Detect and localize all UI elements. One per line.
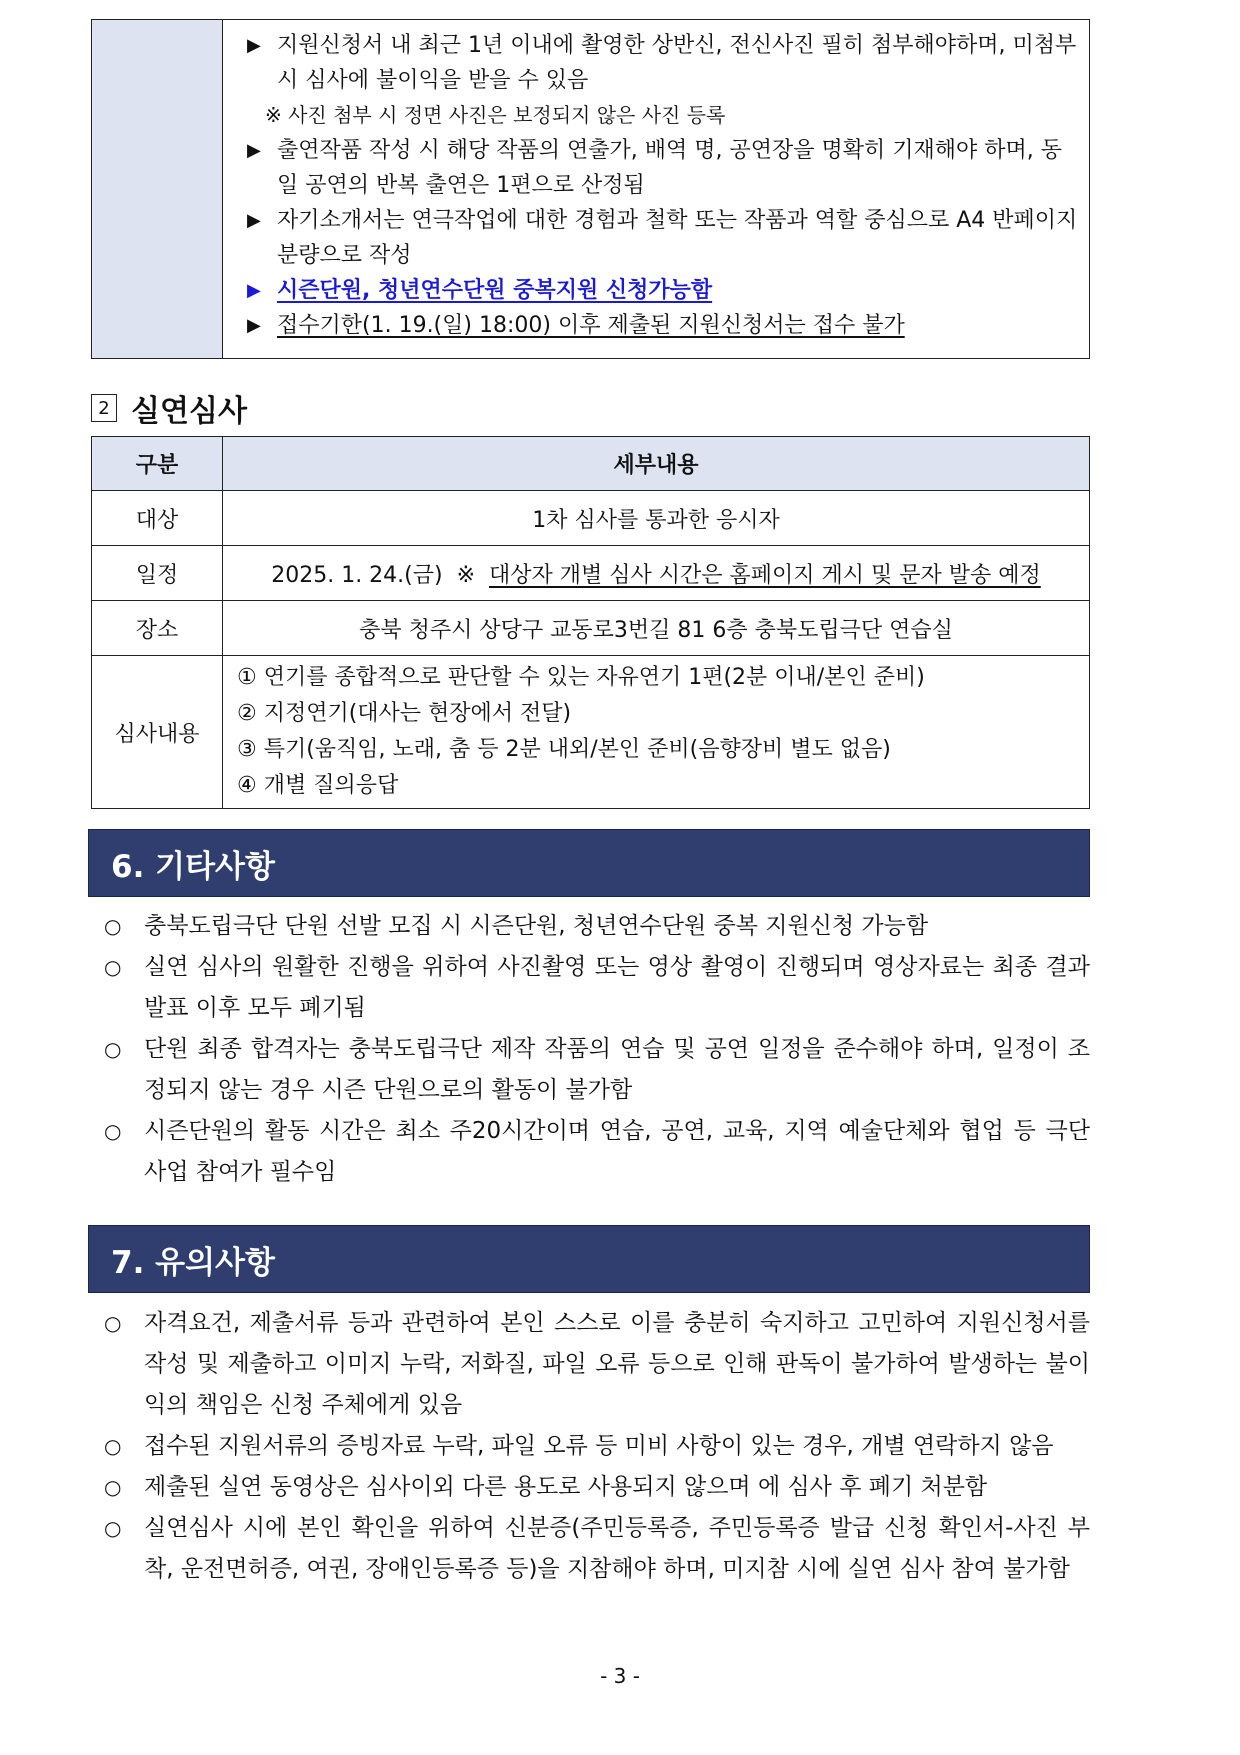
circle-bullet-icon: ○ (104, 1037, 122, 1061)
requirement-item: ▶ 지원신청서 내 최근 1년 이내에 촬영한 상반신, 전신사진 필히 첨부해야하며, 미첨부 시 심사에 불이익을 받을 수 있음 (247, 28, 1079, 98)
row-value: 충북 청주시 상당구 교동로3번길 81 6층 충북도립극단 연습실 (223, 601, 1090, 656)
circle-bullet-icon: ○ (104, 1119, 122, 1143)
row-value: 1차 심사를 통과한 응시자 (223, 491, 1090, 546)
requirement-item: ▶ 출연작품 작성 시 해당 작품의 연출가, 배역 명, 공연장을 명확히 기재해야 하며, 동일 공연의 반복 출연은 1편으로 산정됨 (247, 133, 1079, 203)
page-number: - 3 - (600, 1664, 640, 1688)
header-details: 세부내용 (223, 437, 1090, 491)
content-item: ③ 특기(움직임, 노래, 춤 등 2분 내외/본인 준비(음향장비 별도 없음) (237, 737, 891, 762)
list-item: ○ 실연심사 시에 본인 확인을 위하여 신분증(주민등록증, 주민등록증 발급 신청 확인서-사진 부착, 운전면허증, 여권, 장애인등록증 등)을 지참해야 하며, 미지참 시에 실연 심사 참여 불가함 (104, 1508, 1090, 1590)
row-value (223, 546, 1090, 601)
arrow-icon: ▶ (247, 35, 261, 56)
section-number-box: 2 (91, 394, 117, 422)
schedule-date: 2025. 1. 24.(금) (271, 562, 443, 588)
list-item: ○ 시즌단원의 활동 시간은 최소 주20시간이며 연습, 공연, 교육, 지역 예술단체와 협업 등 극단 사업 참여가 필수임 (104, 1111, 1090, 1193)
row-label: 장소 (92, 601, 223, 656)
requirement-item-highlight: ▶ 시즌단원, 청년연수단원 중복지원 신청가능함 (247, 273, 1079, 308)
circle-bullet-icon: ○ (104, 1434, 122, 1458)
list-item: ○ 제출된 실연 동영상은 심사이외 다른 용도로 사용되지 않으며 에 심사 후 폐기 처분함 (104, 1467, 1090, 1508)
arrow-icon: ▶ (247, 140, 261, 161)
header-category: 구분 (92, 437, 223, 491)
circle-bullet-icon: ○ (104, 1311, 122, 1335)
circle-bullet-icon: ○ (104, 1475, 122, 1499)
table-header-row (92, 437, 1090, 491)
note-mark: ※ (456, 562, 476, 588)
list-item: ○ 자격요건, 제출서류 등과 관련하여 본인 스스로 이를 충분히 숙지하고 고민하여 지원신청서를 작성 및 제출하고 이미지 누락, 저화질, 파일 오류 등으로 인해 판독이 불가하여 발생하는 불이익의 책임은 신청 주체에게 있음 (104, 1303, 1090, 1426)
arrow-icon: ▶ (247, 315, 261, 336)
circle-bullet-icon: ○ (104, 914, 122, 938)
circle-bullet-icon: ○ (104, 955, 122, 979)
section-title: 실연심사 (131, 394, 247, 429)
table-row (92, 601, 1090, 656)
arrow-icon: ▶ (247, 280, 261, 301)
cautions-list (104, 1303, 1090, 1590)
arrow-icon: ▶ (247, 210, 261, 231)
list-item: ○ 충북도립극단 단원 선발 모집 시 시즌단원, 청년연수단원 중복 지원신청 가능함 (104, 906, 1090, 947)
audition-table (91, 436, 1090, 809)
table-row (92, 546, 1090, 601)
requirements-table-continuation (91, 19, 1090, 359)
table-label-cell (92, 20, 223, 358)
schedule-note: 대상자 개별 심사 시간은 홈페이지 게시 및 문자 발송 예정 (489, 562, 1041, 588)
table-row (92, 656, 1090, 809)
row-label: 대상 (92, 491, 223, 546)
requirement-item: ▶ 자기소개서는 연극작업에 대한 경험과 철학 또는 작품과 역할 중심으로 A4 반페이지 분량으로 작성 (247, 203, 1079, 273)
section-banner-cautions: 7. 유의사항 (88, 1225, 1090, 1293)
circle-bullet-icon: ○ (104, 1516, 122, 1540)
section-banner-other: 6. 기타사항 (88, 829, 1090, 897)
list-item: ○ 접수된 지원서류의 증빙자료 누락, 파일 오류 등 미비 사항이 있는 경우, 개별 연락하지 않음 (104, 1426, 1090, 1467)
requirements-list (223, 20, 1089, 358)
content-item: ② 지정연기(대사는 현장에서 전달) (237, 701, 572, 726)
requirement-item-deadline: ▶ 접수기한(1. 19.(일) 18:00) 이후 제출된 지원신청서는 접수 불가 (247, 308, 1079, 343)
row-value-list (223, 656, 1090, 809)
content-item: ④ 개별 질의응답 (237, 773, 399, 798)
row-label: 일정 (92, 546, 223, 601)
list-item: ○ 실연 심사의 원활한 진행을 위하여 사진촬영 또는 영상 촬영이 진행되며 영상자료는 최종 결과발표 이후 모두 폐기됨 (104, 947, 1090, 1029)
list-item: ○ 단원 최종 합격자는 충북도립극단 제작 작품의 연습 및 공연 일정을 준수해야 하며, 일정이 조정되지 않는 경우 시즌 단원으로의 활동이 불가함 (104, 1029, 1090, 1111)
section-heading-audition (91, 386, 247, 430)
content-item: ① 연기를 종합적으로 판단할 수 있는 자유연기 1편(2분 이내/본인 준비) (237, 665, 925, 690)
row-label: 심사내용 (92, 656, 223, 809)
other-notes-list (104, 906, 1090, 1193)
table-row (92, 491, 1090, 546)
requirement-note: ※ 사진 첨부 시 정면 사진은 보정되지 않은 사진 등록 (265, 103, 726, 127)
